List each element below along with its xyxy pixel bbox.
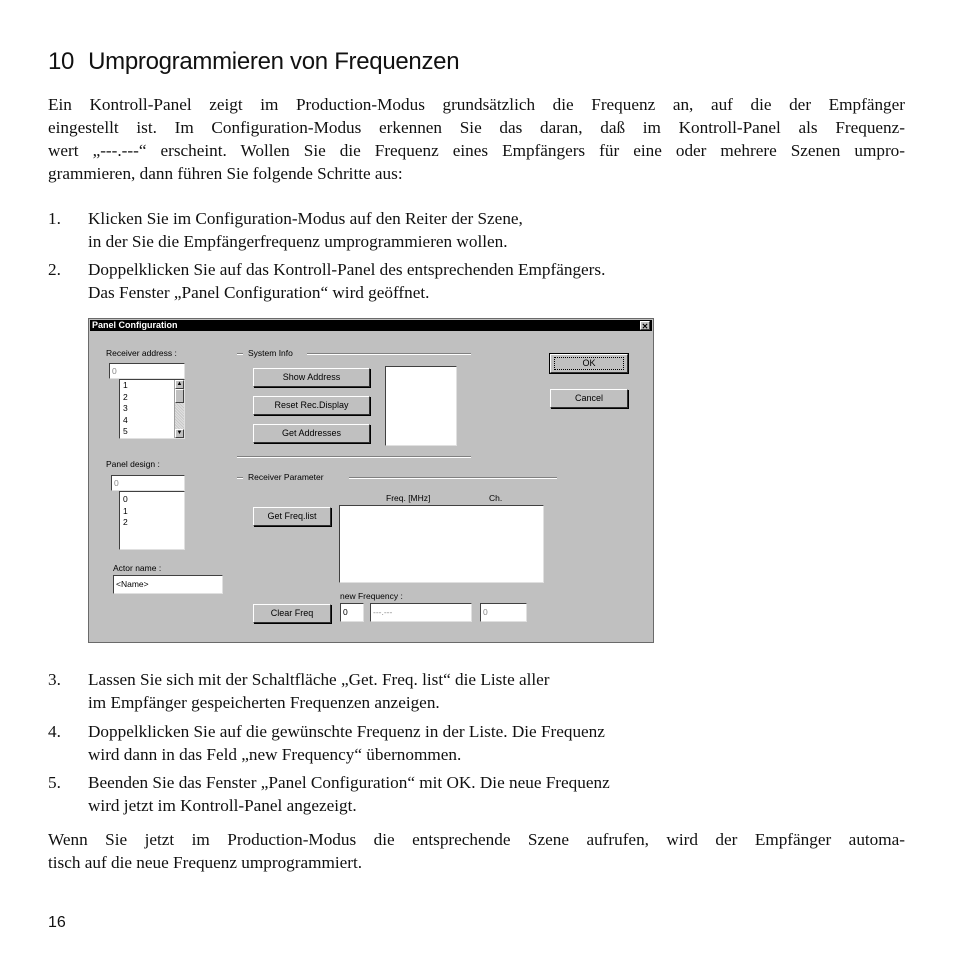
step-number: 5. xyxy=(48,773,61,792)
step-line: wird jetzt im Kontroll-Panel angezeigt. xyxy=(88,796,357,815)
close-icon[interactable]: ✕ xyxy=(641,322,649,331)
scroll-thumb[interactable] xyxy=(175,389,184,403)
groupbox-line xyxy=(237,477,243,479)
freq-column-header: Freq. [MHz] xyxy=(386,493,431,503)
step-text xyxy=(88,207,523,253)
page-number: 16 xyxy=(48,914,66,931)
outro-paragraph xyxy=(48,828,905,874)
ok-label: OK xyxy=(582,358,596,368)
list-item[interactable]: 1 xyxy=(123,380,128,390)
step-text xyxy=(88,771,610,817)
step-line: Doppelklicken Sie auf die gewünschte Frequenz in der Liste. Die Frequenz xyxy=(88,722,605,741)
intro-line: wert „---.---“ erscheint. Wollen Sie die Frequenz eines Empfängers für eine oder mehrere Szenen umpro- xyxy=(48,141,905,160)
step-text xyxy=(88,720,605,766)
scroll-down-icon[interactable]: ▼ xyxy=(176,430,183,436)
step-number: 3. xyxy=(48,670,61,689)
panel-design-label: Panel design : xyxy=(106,459,160,469)
list-item[interactable]: 0 xyxy=(123,494,128,504)
dialog-titlebar xyxy=(90,320,652,331)
step-line: Klicken Sie im Configuration-Modus auf den Reiter der Szene, xyxy=(88,209,523,228)
step-line: wird dann in das Feld „new Frequency“ übernommen. xyxy=(88,745,462,764)
section-heading xyxy=(48,48,459,76)
list-item[interactable]: 2 xyxy=(123,391,128,402)
focus-rectangle xyxy=(554,357,624,370)
receiver-address-label: Receiver address : xyxy=(106,348,177,358)
system-info-display xyxy=(385,366,457,446)
step-line: im Empfänger gespeicherten Frequenzen anzeigen. xyxy=(88,693,440,712)
section-number: 10 xyxy=(48,48,75,75)
groupbox-line xyxy=(237,353,243,355)
clear-freq-button[interactable]: Clear Freq xyxy=(253,604,331,623)
groupbox-line xyxy=(307,353,471,355)
section-title: Umprogrammieren von Frequenzen xyxy=(88,48,460,75)
step-text xyxy=(88,668,550,714)
step-line: Das Fenster „Panel Configuration“ wird geöffnet. xyxy=(88,283,430,302)
list-item[interactable]: 4 xyxy=(123,414,128,425)
new-extra-input[interactable]: 0 xyxy=(480,603,527,622)
panel-configuration-dialog xyxy=(88,318,654,643)
new-frequency-input[interactable]: ---.--- xyxy=(370,603,472,622)
receiver-address-input[interactable]: 0 xyxy=(109,363,185,379)
step-text xyxy=(88,258,605,304)
panel-design-list[interactable] xyxy=(119,491,185,550)
actor-name-input[interactable]: <Name> xyxy=(113,575,223,594)
system-info-label: System Info xyxy=(248,348,293,358)
frequency-list[interactable] xyxy=(339,505,544,583)
list-item[interactable]: 5 xyxy=(123,426,128,436)
step-line: Beenden Sie das Fenster „Panel Configuration“ mit OK. Die neue Frequenz xyxy=(88,773,610,792)
intro-paragraph xyxy=(48,93,905,185)
intro-line: Ein Kontroll-Panel zeigt im Production-Modus grundsätzlich die Frequenz an, auf die der Empfänger xyxy=(48,95,905,114)
panel-design-input[interactable]: 0 xyxy=(111,475,185,491)
intro-line: grammieren, dann führen Sie folgende Schritte aus: xyxy=(48,164,403,183)
receiver-address-list[interactable] xyxy=(119,379,185,439)
list-scrollbar[interactable] xyxy=(174,380,184,438)
outro-line: Wenn Sie jetzt im Production-Modus die entsprechende Szene aufrufen, wird der Empfänger automa- xyxy=(48,830,905,849)
get-addresses-button[interactable]: Get Addresses xyxy=(253,424,370,443)
step-line: Lassen Sie sich mit der Schaltfläche „Get. Freq. list“ die Liste aller xyxy=(88,670,550,689)
actor-name-label: Actor name : xyxy=(113,563,162,573)
show-address-button[interactable]: Show Address xyxy=(253,368,370,387)
ok-button[interactable] xyxy=(550,354,628,373)
receiver-parameter-label: Receiver Parameter xyxy=(248,472,324,482)
dialog-title: Panel Configuration xyxy=(92,320,178,330)
list-item[interactable]: 1 xyxy=(123,505,128,516)
reset-rec-display-button[interactable]: Reset Rec.Display xyxy=(253,396,370,415)
step-number: 4. xyxy=(48,722,61,741)
new-frequency-label: new Frequency : xyxy=(340,591,403,601)
list-item[interactable]: 2 xyxy=(123,517,128,527)
step-number: 2. xyxy=(48,260,61,279)
step-line: Doppelklicken Sie auf das Kontroll-Panel des entsprechenden Empfängers. xyxy=(88,260,606,279)
separator-line xyxy=(237,456,471,458)
new-channel-input[interactable]: 0 xyxy=(340,603,364,622)
intro-line: eingestellt ist. Im Configuration-Modus erkennen Sie das daran, daß im Kontroll-Panel als Frequenz- xyxy=(48,118,905,137)
cancel-button[interactable]: Cancel xyxy=(550,389,628,408)
step-number: 1. xyxy=(48,209,61,228)
groupbox-line xyxy=(349,477,557,479)
get-freq-list-button[interactable]: Get Freq.list xyxy=(253,507,331,526)
step-line: in der Sie die Empfängerfrequenz umprogrammieren wollen. xyxy=(88,232,508,251)
list-item[interactable]: 3 xyxy=(123,403,128,413)
scroll-up-icon[interactable]: ▲ xyxy=(176,381,183,387)
outro-line: tisch auf die neue Frequenz umprogrammiert. xyxy=(48,853,363,872)
channel-column-header: Ch. xyxy=(489,493,503,503)
